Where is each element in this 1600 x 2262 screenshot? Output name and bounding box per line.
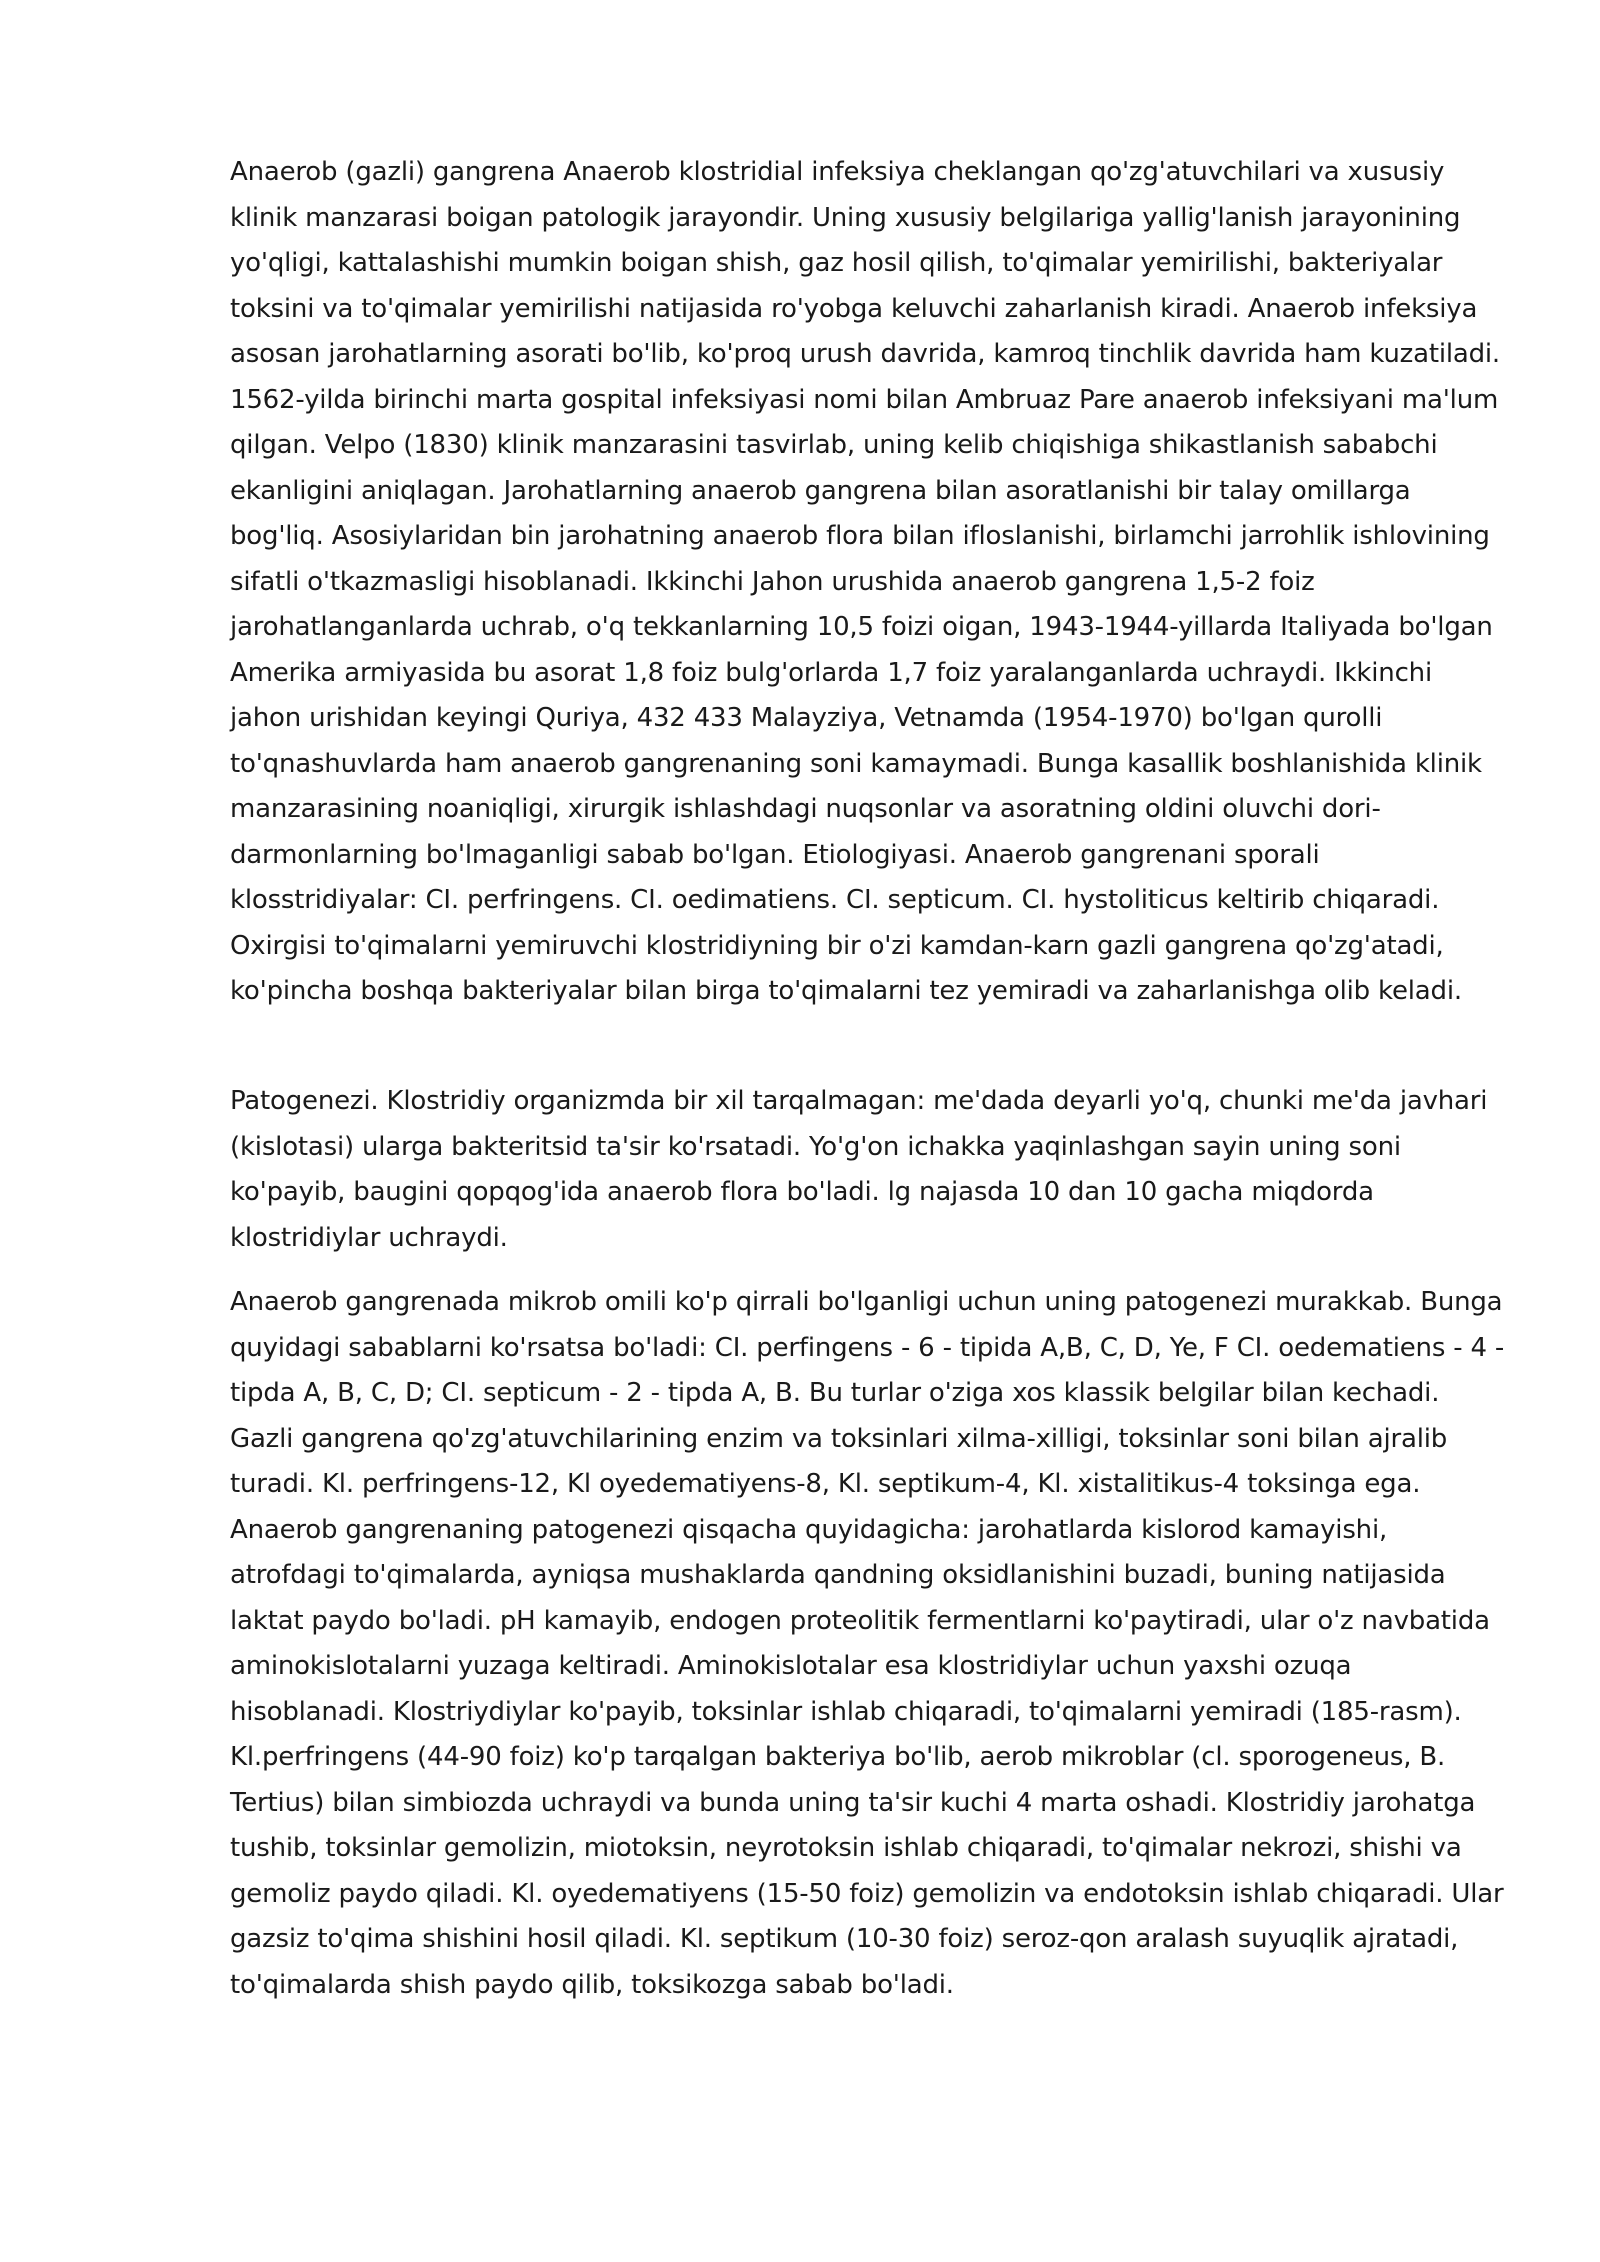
paragraph-pathogenesis-detail: Anaerob gangrenada mikrob omili ko'p qirrali bo'lganligi uchun uning patogenezi murakkab. Bunga quyidagi sabablarni ko'rsatsa bo'ladi: CI. perfingens - 6 - tipida A,B, C, D, Ye, F CI. oedematiens - 4 - tipda A, B, C, D; CI. septicum - 2 - tipda A, B. Bu turlar o'ziga xos klassik belgilar bilan kechadi. Gazli gangrena qo'zg'atuvchilarining enzim va toksinlari xilma-xilligi, toksinlar soni bilan ajralib turadi. Kl. perfringens-12, Kl oyedematiyens-8, Kl. septikum-4, Kl. xistalitikus-4 toksinga ega. Anaerob gangrenaning patogenezi qisqacha quyidagicha: jarohatlarda kislorod kamayishi, atrofdagi to'qimalarda, ayniqsa mushaklarda qandning oksidlanishini buzadi, buning natijasida laktat paydo bo'ladi. pH kamayib, endogen proteolitik fermentlarni ko'paytiradi, ular o'z navbatida aminokislotalarni yuzaga keltiradi. Aminokislotalar esa klostridiylar uchun yaxshi ozuqa hisoblanadi. Klostriydiylar ko'payib, toksinlar ishlab chiqaradi, to'qimalarni yemiradi (185-rasm). Kl.perfringens (44-90 foiz) ko'p tarqalgan bakteriya bo'lib, aerob mikroblar (cl. sporogeneus, B. Tertius) bilan simbiozda uchraydi va bunda uning ta'sir kuchi 4 marta oshadi. Klostridiy jarohatga tushib, toksinlar gemolizin, miotoksin, neyrotoksin ishlab chiqaradi, to'qimalar nekrozi, shishi va gemoliz paydo qiladi. Kl. oyedematiyens (15-50 foiz) gemolizin va endotoksin ishlab chiqaradi. Ular gazsiz to'qima shishini hosil qiladi. Kl. septikum (10-30 foiz) seroz-qon aralash suyuqlik ajratadi, to'qimalarda shish paydo qilib, toksikozga sabab bo'ladi. [230, 1287, 1505, 2000]
paragraph-etiology: Anaerob (gazli) gangrena Anaerob klostridial infeksiya cheklangan qo'zg'atuvchilari va xususiy klinik manzarasi boigan patologik jarayondir. Uning xususiy belgilariga yallig'lanish jarayonining yo'qligi, kattalashishi mumkin boigan shish, gaz hosil qilish, to'qimalar yemirilishi, bakteriyalar toksini va to'qimalar yemirilishi natijasida ro'yobga keluvchi zaharlanish kiradi. Anaerob infeksiya asosan jarohatlarning asorati bo'lib, ko'proq urush davrida, kamroq tinchlik davrida ham kuzatiladi. 1562-yilda birinchi marta gospital infeksiyasi nomi bilan Ambruaz Pare anaerob infeksiyani ma'lum qilgan. Velpo (1830) klinik manzarasini tasvirlab, uning kelib chiqishiga shikastlanish sababchi ekanligini aniqlagan. Jarohatlarning anaerob gangrena bilan asoratlanishi bir talay omillarga bog'liq. Asosiylaridan bin jarohatning anaerob flora bilan ifloslanishi, birlamchi jarrohlik ishlovining sifatli o'tkazmasligi hisoblanadi. Ikkinchi Jahon urushida anaerob gangrena 1,5-2 foiz jarohatlanganlarda uchrab, o'q tekkanlarning 10,5 foizi oigan, 1943-1944-yillarda Italiyada bo'lgan Amerika armiyasida bu asorat 1,8 foiz bulg'orlarda 1,7 foiz yaralanganlarda uchraydi. Ikkinchi jahon urishidan keyingi Quriya, 432 433 Malayziya, Vetnamda (1954-1970) bo'lgan qurolli to'qnashuvlarda ham anaerob gangrenaning soni kamaymadi. Bunga kasallik boshlanishida klinik manzarasining noaniqligi, xirurgik ishlashdagi nuqsonlar va asoratning oldini oluvchi dori-darmonlarning bo'lmaganligi sabab bo'lgan. Etiologiyasi. Anaerob gangrenani sporali klosstridiyalar: CI. perfringens. CI. oedimatiens. CI. septicum. CI. hystoliticus keltirib chiqaradi. Oxirgisi to'qimalarni yemiruvchi klostridiyning bir o'zi kamdan-karn gazli gangrena qo'zg'atadi, ko'pincha boshqa bakteriyalar bilan birga to'qimalarni tez yemiradi va zaharlanishga olib keladi. [230, 157, 1500, 1006]
paragraph-pathogenesis-intro: Patogenezi. Klostridiy organizmda bir xil tarqalmagan: me'dada deyarli yo'q, chunki me'da javhari (kislotasi) ularga bakteritsid ta'sir ko'rsatadi. Yo'g'on ichakka yaqinlashgan sayin uning soni ko'payib, baugini qopqog'ida anaerob flora bo'ladi. lg najasda 10 dan 10 gacha miqdorda klostridiylar uchraydi. [230, 1086, 1488, 1253]
document-body [230, 150, 1510, 2027]
